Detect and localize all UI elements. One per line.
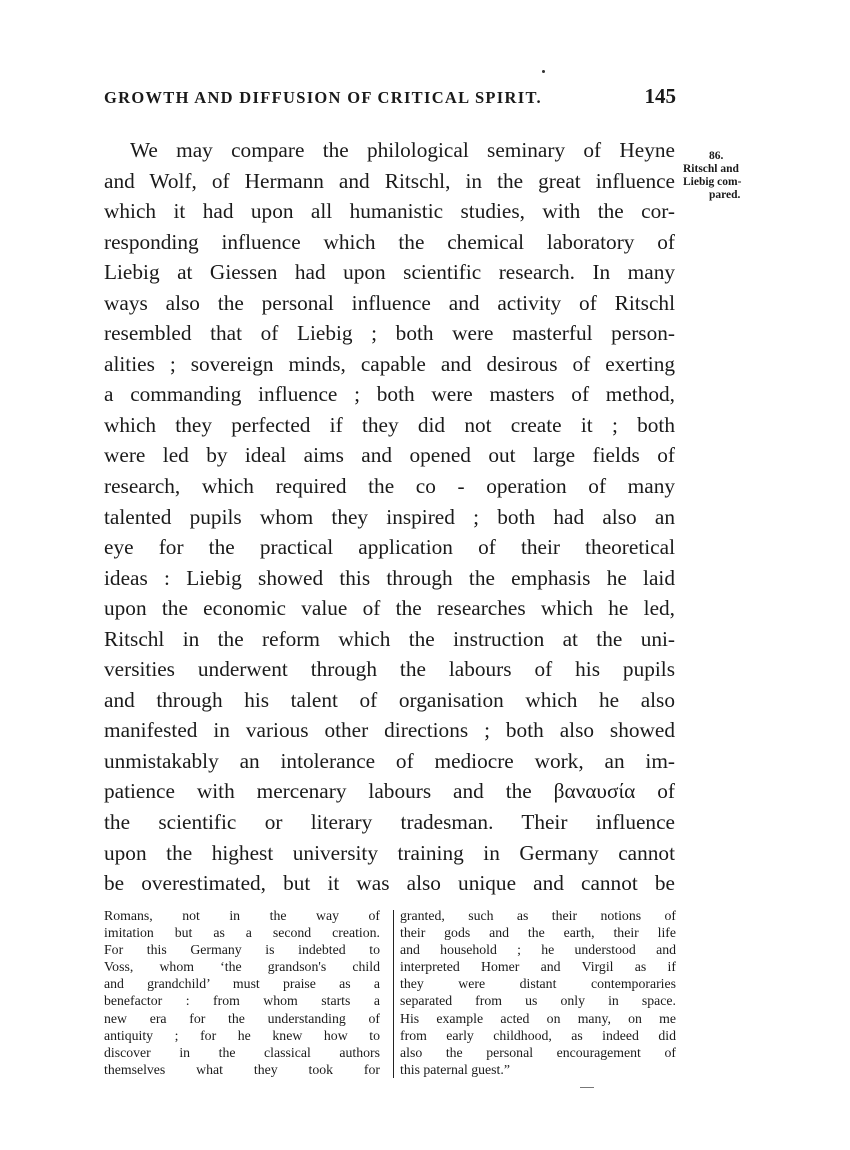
- running-title: GROWTH AND DIFFUSION OF CRITICAL SPIRIT.: [104, 88, 542, 107]
- footnote-line: granted, such as their notions of: [400, 908, 676, 923]
- body-line: We may compare the philological seminary of Heyne: [130, 138, 675, 162]
- body-line: responding influence which the chemical laboratory of: [104, 229, 675, 254]
- body-line: research, which required the co - operation of many: [104, 474, 675, 499]
- body-line: the scientific or literary tradesman. Their influence: [104, 810, 675, 835]
- footnote-column-right: [400, 907, 676, 1078]
- page-number: 145: [644, 84, 676, 108]
- body-line: Ritschl in the reform which the instruction at the uni-: [104, 626, 675, 651]
- margin-note: [683, 150, 763, 202]
- print-mark: [580, 1087, 594, 1088]
- footnote-column-left: [104, 907, 380, 1078]
- body-line: ideas : Liebig showed this through the emphasis he laid: [104, 565, 675, 590]
- body-line: eye for the practical application of their theoretical: [104, 535, 675, 560]
- body-paragraph: [104, 135, 675, 899]
- body-line: and through his talent of organisation which he also: [104, 687, 675, 712]
- footnote-line: their gods and the earth, their life: [400, 925, 676, 941]
- body-line: be overestimated, but it was also unique and cannot be: [104, 871, 675, 896]
- footnote-line: For this Germany is indebted to: [104, 942, 380, 958]
- footnote-line: Romans, not in the way of: [104, 908, 380, 923]
- body-line: resembled that of Liebig ; both were masterful person-: [104, 321, 675, 346]
- footnote-line: and grandchild’ must praise as a: [104, 976, 380, 992]
- footnote-line: also the personal encouragement of: [400, 1044, 676, 1060]
- footnote-line: interpreted Homer and Virgil as if: [400, 959, 676, 975]
- footnote-line: His example acted on many, on me: [400, 1010, 676, 1026]
- footnote-line: imitation but as a second creation.: [104, 925, 380, 941]
- body-line: unmistakably an intolerance of mediocre work, an im-: [104, 748, 675, 773]
- body-line: upon the highest university training in Germany cannot: [104, 840, 675, 865]
- body-line: upon the economic value of the researches which he led,: [104, 596, 675, 621]
- footnote-column-divider: [393, 910, 394, 1078]
- margin-note-number: 86.: [709, 150, 724, 162]
- body-line: which it had upon all humanistic studies, with the cor-: [104, 199, 675, 224]
- print-speck: [542, 70, 545, 73]
- margin-note-line: Ritschl and: [683, 163, 739, 175]
- body-line: manifested in various other directions ; both also showed: [104, 718, 675, 743]
- running-head: [104, 84, 676, 109]
- footnote-line: separated from us only in space.: [400, 993, 676, 1009]
- footnote-line: they were distant contemporaries: [400, 976, 676, 992]
- body-line: alities ; sovereign minds, capable and desirous of exerting: [104, 351, 675, 376]
- footnote-line: themselves what they took for: [104, 1061, 380, 1077]
- body-line: and Wolf, of Hermann and Ritschl, in the great influence: [104, 168, 675, 193]
- body-line: versities underwent through the labours of his pupils: [104, 657, 675, 682]
- footnote-line: discover in the classical authors: [104, 1044, 380, 1060]
- footnote-line: new era for the understanding of: [104, 1010, 380, 1026]
- body-line: Liebig at Giessen had upon scientific research. In many: [104, 260, 675, 285]
- footnote-line: antiquity ; for he knew how to: [104, 1027, 380, 1043]
- margin-note-line: Liebig com-: [683, 176, 742, 188]
- footnote-line: Voss, whom ‘the grandson's child: [104, 959, 380, 975]
- body-line: which they perfected if they did not create it ; both: [104, 412, 675, 437]
- body-line: talented pupils whom they inspired ; both had also an: [104, 504, 675, 529]
- footnote-block: [104, 907, 676, 1078]
- footnote-line: from early childhood, as indeed did: [400, 1027, 676, 1043]
- margin-note-line: pared.: [709, 189, 741, 201]
- footnote-line: this paternal guest.”: [400, 1061, 510, 1077]
- body-line: patience with mercenary labours and the βαναυσία of: [104, 779, 675, 804]
- footnote-line: and household ; he understood and: [400, 942, 676, 958]
- body-line: a commanding influence ; both were masters of method,: [104, 382, 675, 407]
- body-line: were led by ideal aims and opened out large fields of: [104, 443, 675, 468]
- footnote-line: benefactor : from whom starts a: [104, 993, 380, 1009]
- body-line: ways also the personal influence and activity of Ritschl: [104, 290, 675, 315]
